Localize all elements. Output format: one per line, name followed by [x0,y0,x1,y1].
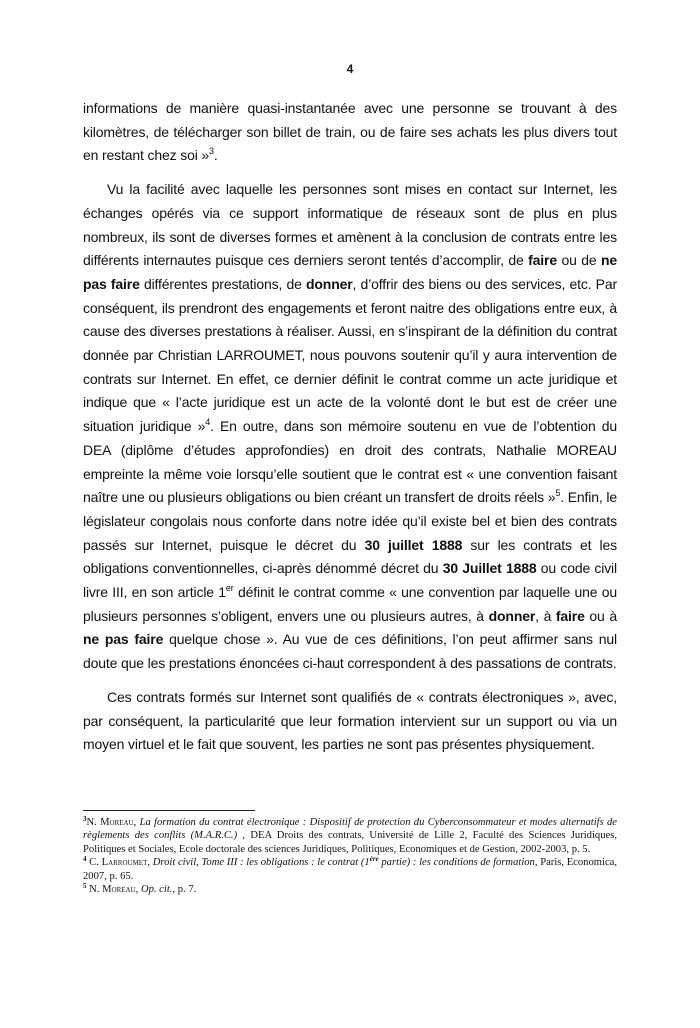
footnote-author: Moreau [102,884,136,896]
footnote-separator-text: , [147,857,153,869]
paragraph-2-segment: ou à [584,607,618,624]
paragraph-2-segment: , d’offrir des biens ou des services, etc. Par conséquent, ils prendront des engagements et feront naitre des obligations entre eux, à cause des diverses prestations à réaliser. Aussi, en s’inspirant de la définition du contrat donnée par Christian LARROUMET, nous pouvons soutenir qu’il y aura intervention de contrats sur Internet. En effet, ce dernier définit le contrat comme un acte juridique et indique que « l’acte juridique est un acte de la volonté dont le but est de créer une situation juridique » [83,275,617,435]
footnotes [83,816,617,896]
paragraph-2-segment: quelque chose ». Au vue de ces définitions, l’on peut affirmer sans nul doute que les prestations énoncées ci-haut correspondent à des passations de contrats. [83,631,617,672]
bold-term: donner [488,607,536,624]
footnote-ref-5: 5 [555,488,561,499]
footnote-title-part: partie) : les conditions de formation [378,857,535,869]
paragraph-2 [83,178,617,676]
footnote-author-initial: N. [86,817,101,828]
footnote-number: 4 [83,855,87,864]
footnote-details: , p. 7. [172,884,197,896]
bold-term: donner [305,275,353,292]
bold-term: faire [555,607,585,624]
page-number: 4 [346,62,354,76]
paragraph-2-segment: différentes prestations, de [139,275,306,292]
footnote-author-initial: N. [86,884,103,896]
paragraph-2-segment: définit le contrat comme « une convention par laquelle une ou plusieurs personnes s’obligent, envers une ou plusieurs autres, à [83,584,617,624]
paragraph-2-segment: ou de [556,252,601,269]
footnote-ref-3: 3 [209,146,214,157]
footnote-separator [83,810,255,811]
footnote-author-initial: C. [86,857,102,869]
paragraph-1 [83,97,617,168]
footnote-separator-text: , [133,817,140,828]
paragraph-2-segment: ou code civil livre III, en son article 1 [83,560,617,601]
footnote-5 [83,883,617,896]
footnote-details: , DEA Droits des contrats, Université de Lille 2, Faculté des Sciences Juridiques, Politiques et Sociales, Ecole doctorale des sciences Juridiques, Politiques, Economiques et de Gestion, 2002-2003, p. 5. [83,830,617,855]
footnote-separator-text: , [135,884,141,896]
bold-term: faire [528,252,557,269]
footnote-author: Larroumet [101,857,148,869]
footnote-number: 5 [83,882,87,891]
footnote-title [153,857,535,868]
paragraph-2-segment: sur les contrats et les obligations conventionnelles, ci-après dénommé décret du [83,536,617,577]
paragraph-2-segment: Vu la facilité avec laquelle les personnes sont mises en contact sur Internet, les échanges opérés via ce support informatique de réseaux sont de plus en plus nombreux, ils sont de diverses formes et amènent à la conclusion de contrats entre les différents internautes puisque ces derniers seront tentés d’accomplir, de [83,181,617,269]
paragraph-1-text: informations de manière quasi-instantanée avec une personne se trouvant à des kilomètres, de télécharger son billet de train, ou de faire ses achats les plus divers tout en restant chez soi » [83,100,617,164]
paragraph-3: Ces contrats formés sur Internet sont qualifiés de « contrats électroniques », avec, par conséquent, la particularité que leur formation intervient sur un support ou via un moyen virtuel et le fait que souvent, les parties ne sont pas présentes physiquement. [83,688,617,753]
paragraph-1-end: . [213,147,218,164]
footnote-title-part: Droit civil, Tome III : les obligations : le contrat (1 [152,857,370,869]
footnote-3 [83,816,617,856]
paragraph-2-segment: . En outre, dans son mémoire soutenu en vue de l’obtention du DEA (diplôme d’études approfondies) en droit des contrats, Nathalie MOREAU empreinte la même voie lorsqu’elle soutient que le contrat est « une convention faisant naître une ou plusieurs obligations ou bien créant un transfert de droits réels » [83,418,617,506]
footnote-author: Moreau [100,817,134,828]
paragraph-2-segment: , à [535,607,556,624]
footnote-title: Op. cit. [140,884,173,896]
footnote-ref-4: 4 [205,417,211,428]
ordinal-superscript: er [225,583,234,594]
bold-date: 30 Juillet 1888 [442,560,537,577]
footnote-title-superscript: ère [369,855,379,864]
footnote-4 [83,856,617,883]
bold-term: ne pas faire [83,252,618,292]
footnote-details: , Paris, Economica, 2007, p. 65. [83,857,618,882]
bold-date: 30 juillet 1888 [364,536,463,553]
footnote-number: 3 [83,815,87,823]
body-text [83,97,617,767]
paragraph-2-segment: . Enfin, le législateur congolais nous conforte dans notre idée qu’il existe bel et bien des contrats passés sur Internet, puisque le décret du [83,489,617,553]
footnote-title: La formation du contrat électronique : Dispositif de protection du Cyberconsommateur et modes alternatifs de règlements des conflits (M.A.R.C.) [83,817,618,842]
bold-term: ne pas faire [83,631,164,648]
